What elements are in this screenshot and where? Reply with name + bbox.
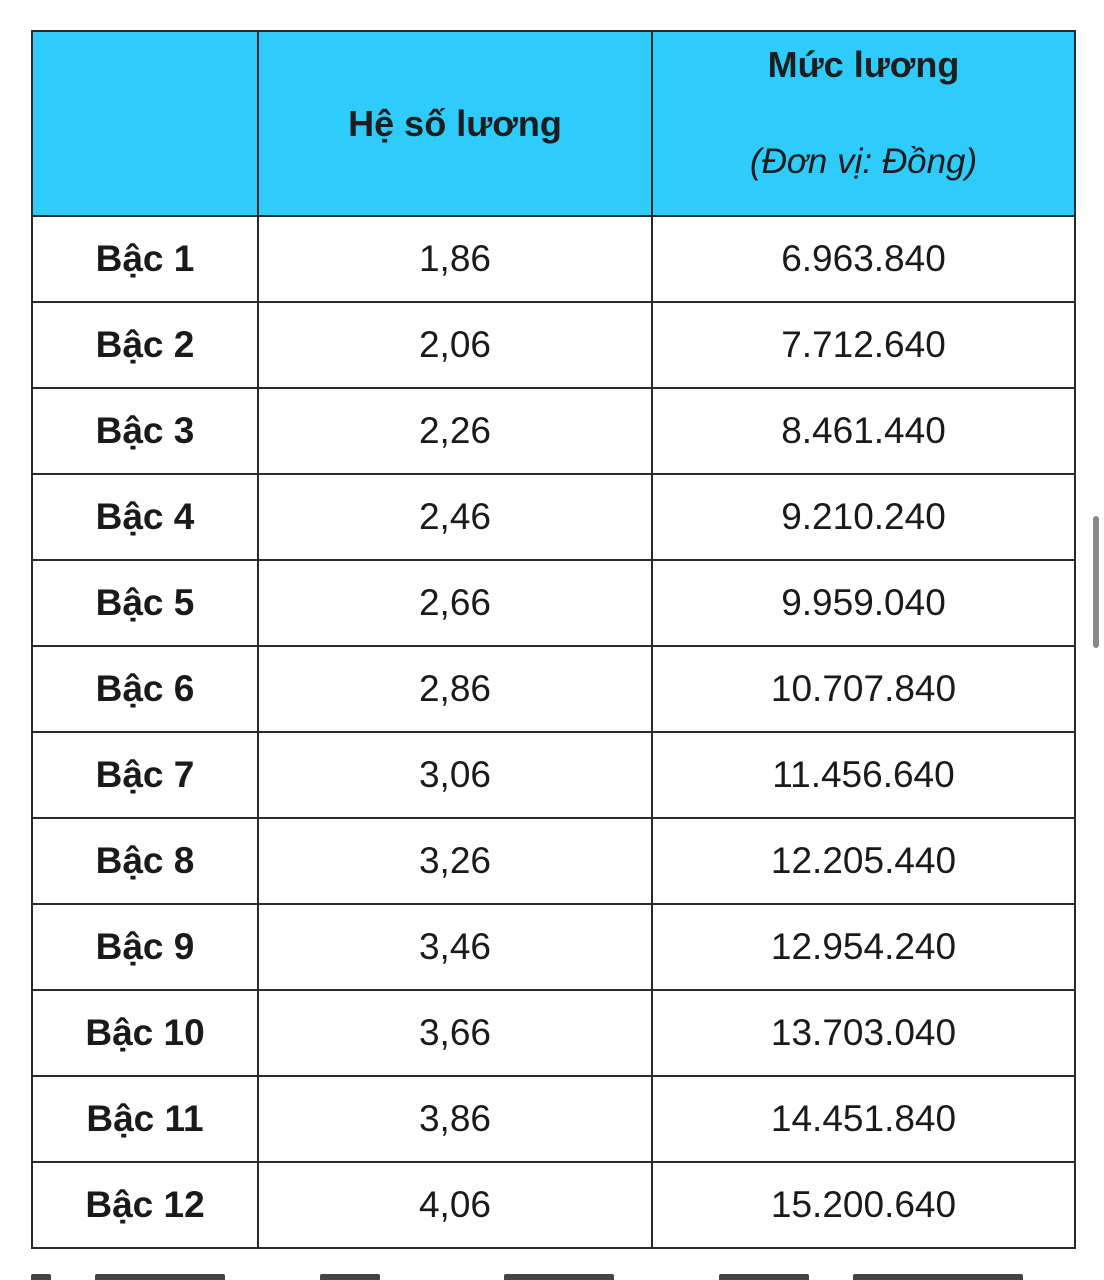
table-row	[32, 474, 1075, 560]
header-empty-cell	[32, 31, 258, 216]
table-row	[32, 216, 1075, 302]
table-row	[32, 818, 1075, 904]
table-row	[32, 1162, 1075, 1248]
grade-cell: Bậc 9	[32, 904, 258, 990]
scrollbar-thumb[interactable]	[1093, 516, 1099, 648]
table-row	[32, 646, 1075, 732]
table-body	[32, 216, 1075, 1248]
header-coefficient: Hệ số lương	[258, 31, 652, 216]
header-salary-label: Mức lương	[767, 43, 960, 85]
grade-cell: Bậc 2	[32, 302, 258, 388]
table-row	[32, 990, 1075, 1076]
coefficient-cell: 3,26	[258, 818, 652, 904]
salary-cell: 7.712.640	[652, 302, 1075, 388]
coefficient-cell: 3,86	[258, 1076, 652, 1162]
coefficient-cell: 2,66	[258, 560, 652, 646]
grade-cell: Bậc 11	[32, 1076, 258, 1162]
header-salary	[652, 31, 1075, 216]
coefficient-cell: 2,46	[258, 474, 652, 560]
coefficient-cell: 3,66	[258, 990, 652, 1076]
table-header	[32, 31, 1075, 216]
salary-table	[31, 30, 1076, 1249]
salary-cell: 8.461.440	[652, 388, 1075, 474]
coefficient-cell: 2,86	[258, 646, 652, 732]
grade-cell: Bậc 5	[32, 560, 258, 646]
salary-cell: 14.451.840	[652, 1076, 1075, 1162]
table-row	[32, 904, 1075, 990]
salary-cell: 11.456.640	[652, 732, 1075, 818]
table-row	[32, 302, 1075, 388]
grade-cell: Bậc 1	[32, 216, 258, 302]
salary-cell: 9.959.040	[652, 560, 1075, 646]
table-row	[32, 560, 1075, 646]
table-row	[32, 1076, 1075, 1162]
salary-cell: 10.707.840	[652, 646, 1075, 732]
salary-cell: 6.963.840	[652, 216, 1075, 302]
header-row	[32, 31, 1075, 216]
salary-cell: 15.200.640	[652, 1162, 1075, 1248]
grade-cell: Bậc 7	[32, 732, 258, 818]
header-salary-unit: (Đơn vị: Đồng)	[749, 141, 978, 181]
coefficient-cell: 4,06	[258, 1162, 652, 1248]
cropped-text-below	[31, 1268, 1074, 1280]
salary-cell: 12.205.440	[652, 818, 1075, 904]
salary-cell: 9.210.240	[652, 474, 1075, 560]
grade-cell: Bậc 6	[32, 646, 258, 732]
salary-cell: 13.703.040	[652, 990, 1075, 1076]
table-row	[32, 732, 1075, 818]
grade-cell: Bậc 12	[32, 1162, 258, 1248]
coefficient-cell: 3,06	[258, 732, 652, 818]
coefficient-cell: 3,46	[258, 904, 652, 990]
grade-cell: Bậc 8	[32, 818, 258, 904]
table-row	[32, 388, 1075, 474]
grade-cell: Bậc 4	[32, 474, 258, 560]
grade-cell: Bậc 3	[32, 388, 258, 474]
coefficient-cell: 1,86	[258, 216, 652, 302]
grade-cell: Bậc 10	[32, 990, 258, 1076]
coefficient-cell: 2,26	[258, 388, 652, 474]
salary-cell: 12.954.240	[652, 904, 1075, 990]
coefficient-cell: 2,06	[258, 302, 652, 388]
